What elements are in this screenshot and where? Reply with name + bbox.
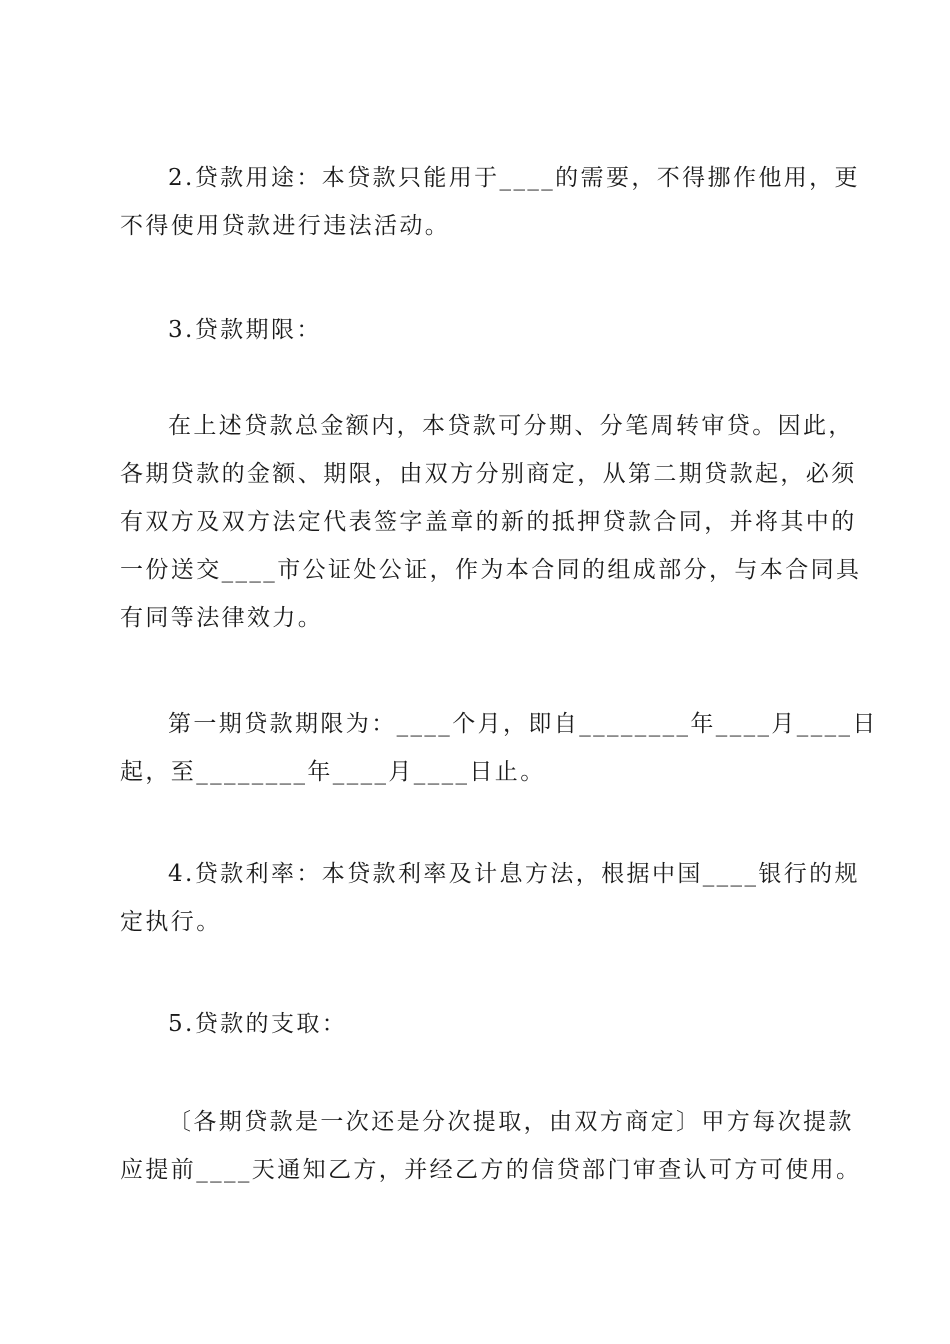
text-line: 一份送交____市公证处公证，作为本合同的组成部分，与本合同具 [120,557,862,583]
text-line: 4.贷款利率：本贷款利率及计息方法，根据中国____银行的规 [168,861,860,887]
text-line: 〔各期贷款是一次还是分次提取，由双方商定〕甲方每次提款 [168,1109,854,1135]
text-line: 第一期贷款期限为：____个月，即自________年____月____日 [168,711,878,737]
text-line: 在上述贷款总金额内，本贷款可分期、分笔周转审贷。因此， [168,413,854,439]
text-line: 5.贷款的支取： [168,1011,348,1037]
paragraph-withdrawal-body [120,1098,862,1194]
paragraph-interest-rate [120,850,860,946]
text-line: 2.贷款用途：本贷款只能用于____的需要，不得挪作他用，更 [168,165,860,191]
text-line: 有双方及双方法定代表签字盖章的新的抵押贷款合同，并将其中的 [120,509,857,535]
text-line: 各期贷款的金额、期限，由双方分别商定，从第二期贷款起，必须 [120,461,857,487]
paragraph-first-term [120,700,878,796]
text-line: 不得使用贷款进行违法活动。 [120,213,451,239]
text-line: 3.贷款期限： [168,317,322,343]
text-line: 应提前____天通知乙方，并经乙方的信贷部门审查认可方可使用。 [120,1157,862,1183]
text-line: 起，至________年____月____日止。 [120,759,546,785]
paragraph-loan-term-heading [120,306,832,354]
text-line: 定执行。 [120,909,222,935]
paragraph-loan-term-body [120,402,862,642]
paragraph-loan-usage [120,154,860,250]
text-line: 有同等法律效力。 [120,605,324,631]
paragraph-withdrawal-heading [120,1000,832,1048]
